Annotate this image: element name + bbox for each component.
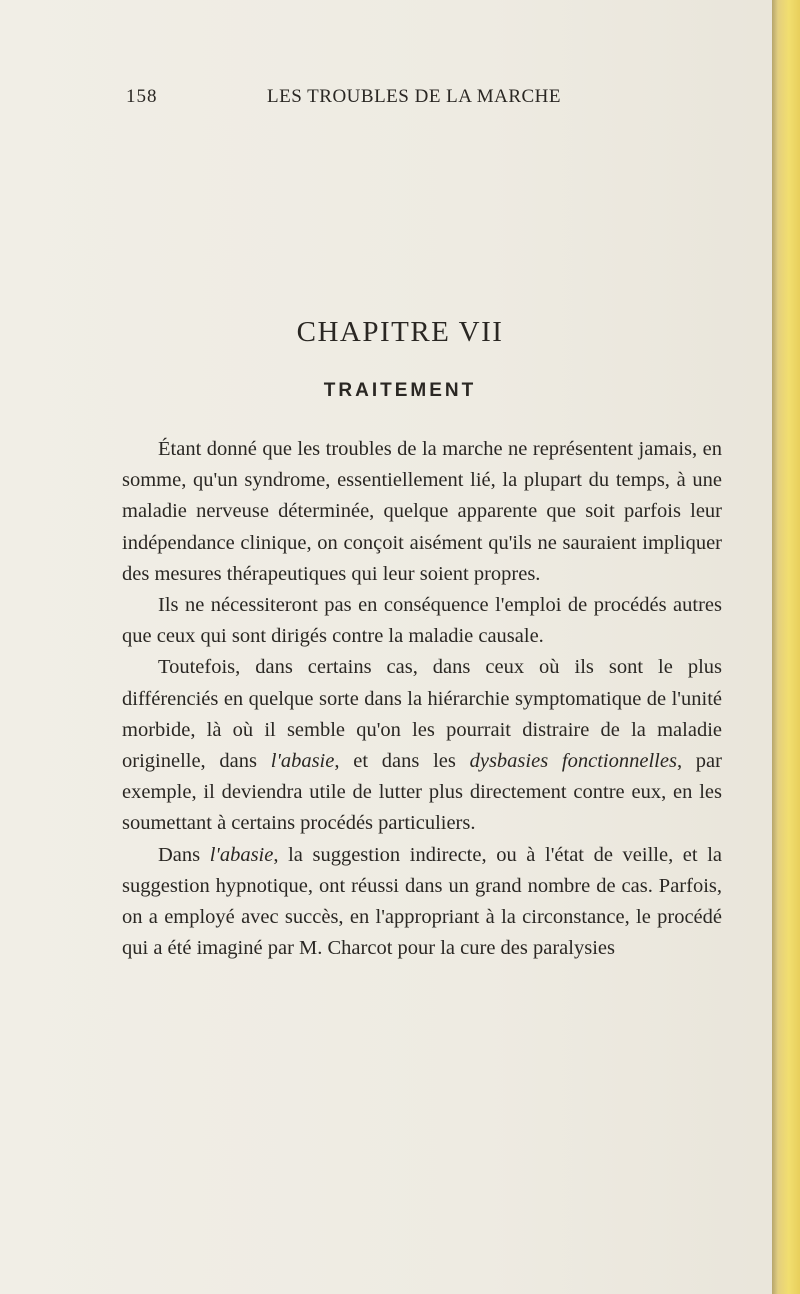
running-title: LES TROUBLES DE LA MARCHE <box>266 86 561 107</box>
paragraph-4-text-b: , la suggestion indirecte, ou à l'état de veille, et la suggestion hypnotique, ont réussi dans un grand nombre de cas. Parfois, on a employé avec succès, en l'appropriant à la circonstance, le procédé qui a été imaginé par M. Charcot pour la cure des paralysies <box>122 843 722 960</box>
section-title: TRAITEMENT <box>323 380 477 401</box>
paragraph-3-italic-abasie: l'abasie <box>270 750 335 773</box>
paragraph-3 <box>122 652 722 839</box>
paragraph-4 <box>122 840 722 965</box>
chapter-title: CHAPITRE VII <box>296 316 504 348</box>
paragraph-3-text-a: Toutefois, dans certains cas, dans ceux où ils sont le plus différenciés en quelque sorte dans la hiérarchie symptomatique de l'unité morbide, là où il semble qu'on les pourrait distraire de la maladie originelle, dans <box>122 656 722 773</box>
paragraph-2: Ils ne nécessiteront pas en conséquence l'emploi de procédés autres que ceux qui sont dirigés contre la maladie causale. <box>122 594 722 648</box>
paragraph-3-text-c: , par exemple, il deviendra utile de lutter plus directement contre eux, en les soumettant à certains procédés particuliers. <box>122 750 722 835</box>
running-head <box>0 86 800 110</box>
paragraph-3-italic-dysbasies: dysbasies fonctionnelles <box>469 750 677 773</box>
page-edge-binding <box>772 0 800 1294</box>
paragraph-4-italic-abasie: l'abasie <box>209 843 274 866</box>
paragraph-4-text-a: Dans <box>158 843 210 866</box>
paragraph-3-text-b: , et dans les <box>334 750 470 773</box>
body-text <box>122 434 722 964</box>
paragraph-1: Étant donné que les troubles de la marche ne représentent jamais, en somme, qu'un syndrome, essentiellement lié, la plupart du temps, à une maladie nerveuse déterminée, quelque apparente que soit parfois leur indépendance clinique, on conçoit aisément qu'ils ne sauraient impliquer des mesures thérapeutiques qui leur soient propres. <box>122 438 722 585</box>
page-number: 158 <box>126 86 158 107</box>
